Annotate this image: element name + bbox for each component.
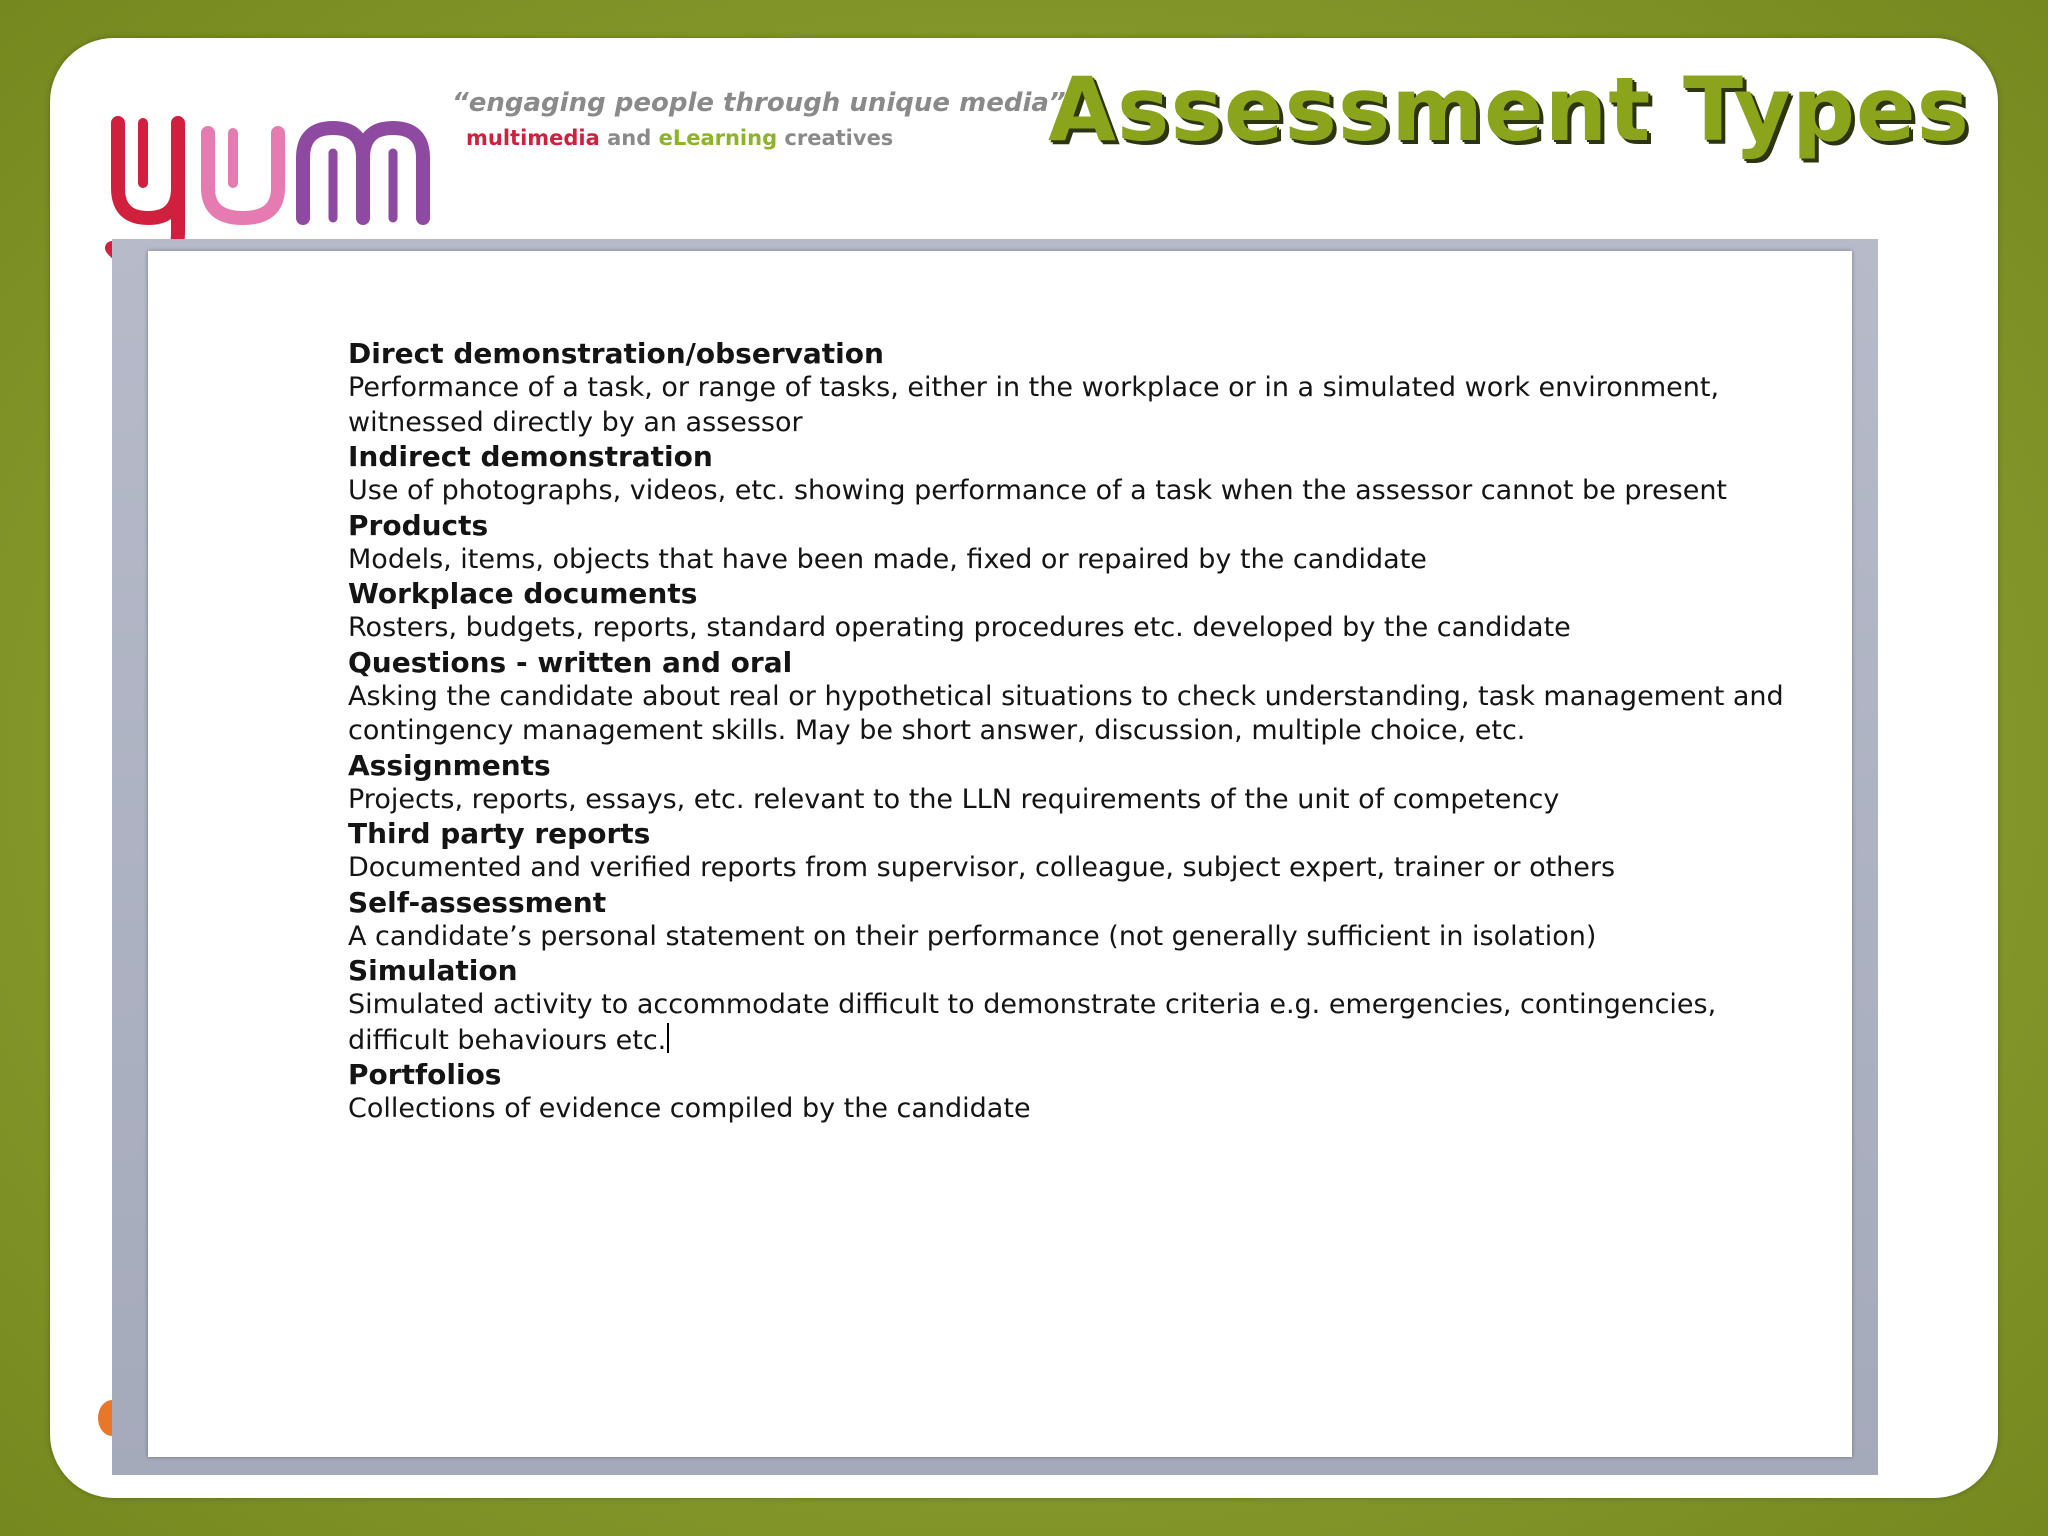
list-item — [348, 749, 1808, 818]
slide — [50, 38, 1998, 1498]
list-item — [348, 817, 1808, 886]
item-heading: Questions - written and oral — [348, 645, 793, 679]
item-heading: Assignments — [348, 748, 551, 782]
item-text: Models, items, objects that have been made, fixed or repaired by the candidate — [348, 543, 1427, 575]
subtag-and: and — [599, 126, 659, 150]
list-item — [348, 337, 1808, 440]
text-cursor — [667, 1023, 669, 1053]
page-title: Assessment Types — [1047, 58, 1970, 161]
item-heading: Workplace documents — [348, 577, 698, 610]
document-frame — [112, 239, 1878, 1475]
subtag-elearning: eLearning — [658, 126, 778, 150]
tagline: “engaging people through unique media” — [452, 88, 1066, 118]
item-text-content: Simulated activity to accommodate difficult to demonstrate criteria e.g. emergencies, contingencies, difficult behaviours etc. — [348, 989, 1717, 1056]
subtag-creatives: creatives — [777, 126, 894, 150]
document-content — [348, 337, 1808, 1127]
item-heading: Third party reports — [348, 817, 651, 850]
list-item — [348, 509, 1808, 578]
list-item — [348, 646, 1808, 749]
item-text: A candidate’s personal statement on their performance (not generally sufficient in isolation) — [348, 920, 1597, 952]
item-text: Projects, reports, essays, etc. relevant to the LLN requirements of the unit of competency — [348, 783, 1560, 815]
item-heading: Self-assessment — [348, 885, 607, 919]
list-item — [348, 886, 1808, 955]
item-heading: Products — [348, 508, 489, 542]
item-text — [348, 988, 1808, 1058]
item-text: Use of photographs, videos, etc. showing performance of a task when the assessor cannot be present — [348, 475, 1728, 506]
sub-tagline — [466, 126, 893, 150]
list-item — [348, 954, 1808, 1058]
list-item — [348, 1058, 1808, 1127]
list-item — [348, 440, 1808, 509]
subtag-multimedia: multimedia — [466, 126, 600, 150]
list-item — [348, 577, 1808, 646]
item-text: Performance of a task, or range of tasks, either in the workplace or in a simulated work environment, witnessed directly by an assessor — [348, 372, 1720, 438]
item-heading: Indirect demonstration — [348, 440, 713, 473]
item-text: Asking the candidate about real or hypothetical situations to check understanding, task management and contingency management skills. May be short answer, discussion, multiple choice, etc. — [348, 680, 1784, 746]
document-page[interactable] — [148, 251, 1852, 1457]
item-text: Collections of evidence compiled by the candidate — [348, 1093, 1031, 1124]
item-heading: Direct demonstration/observation — [348, 337, 884, 370]
item-text: Documented and verified reports from supervisor, colleague, subject expert, trainer or others — [348, 852, 1616, 883]
item-heading: Portfolios — [348, 1058, 502, 1091]
item-text: Rosters, budgets, reports, standard operating procedures etc. developed by the candidate — [348, 612, 1571, 643]
item-heading: Simulation — [348, 954, 518, 987]
